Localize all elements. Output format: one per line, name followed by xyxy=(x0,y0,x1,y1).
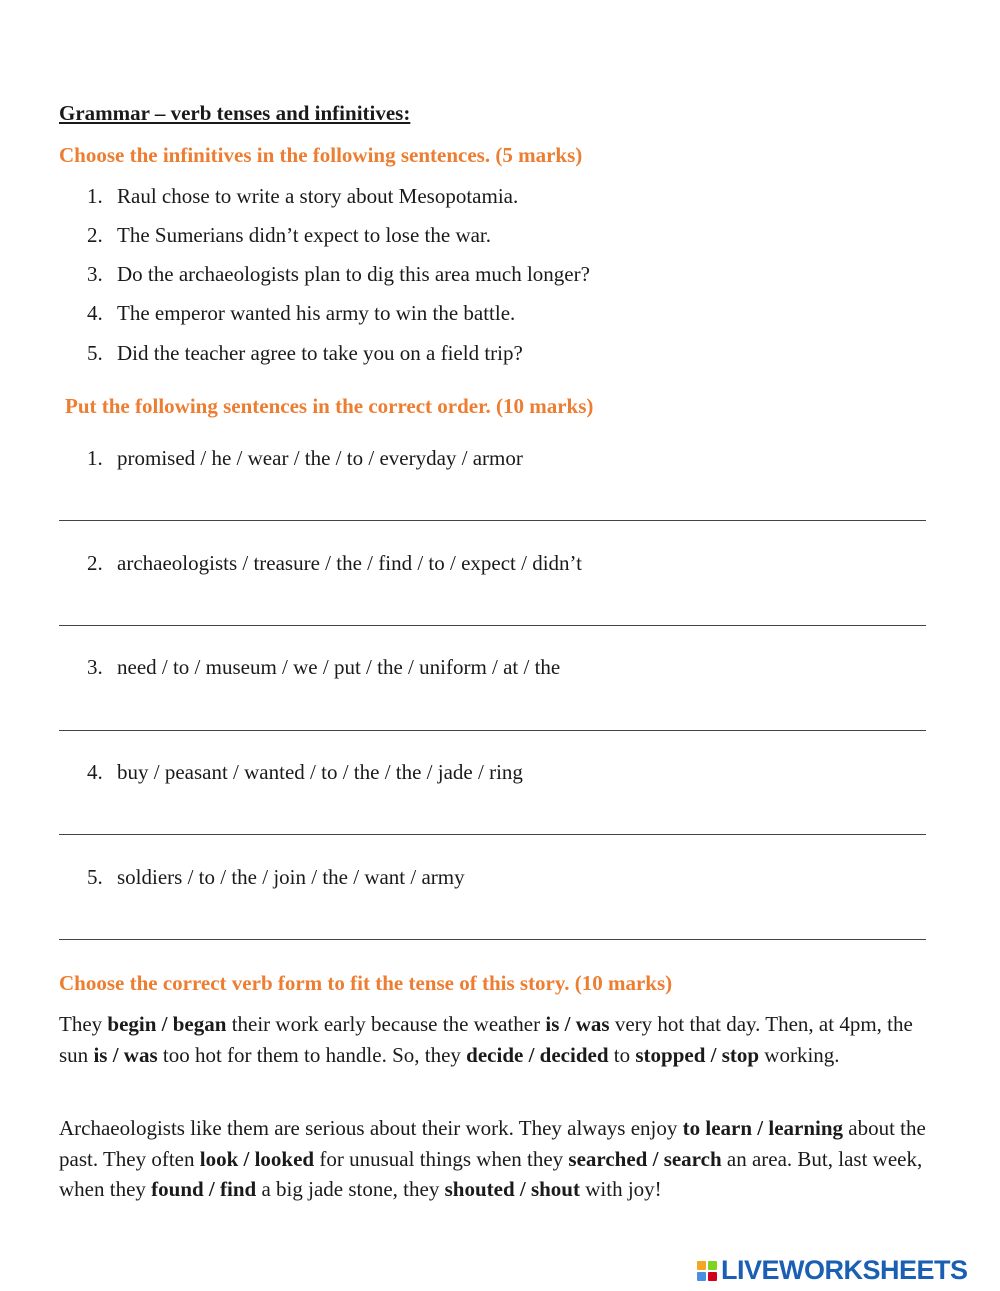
story-text: to xyxy=(608,1042,636,1067)
story-paragraph-1 xyxy=(59,1009,929,1070)
item-number: 1. xyxy=(87,446,103,470)
item-text: Did the teacher agree to take you on a field trip? xyxy=(117,341,523,365)
item-number: 3. xyxy=(87,262,103,286)
verb-choice[interactable]: decide / decided xyxy=(466,1042,609,1067)
item-number: 4. xyxy=(87,760,103,784)
verb-choice[interactable]: found / find xyxy=(151,1177,257,1201)
story-text: an area. But, last week, when they xyxy=(59,1146,923,1201)
list-item xyxy=(87,865,465,890)
story-text: They xyxy=(59,1012,108,1036)
story-text: a big jade stone, they xyxy=(256,1177,445,1201)
item-number: 3. xyxy=(87,655,103,679)
story-text: very hot that day. Then, at 4pm, the sun xyxy=(59,1012,913,1067)
list-item xyxy=(87,223,491,248)
item-number: 2. xyxy=(87,223,103,247)
story-text: their work early because the weather xyxy=(226,1012,546,1036)
answer-line[interactable] xyxy=(59,939,926,940)
item-text: The Sumerians didn’t expect to lose the war. xyxy=(117,223,492,247)
verb-choice[interactable]: look / looked xyxy=(199,1146,315,1171)
list-item xyxy=(87,551,582,576)
verb-choice[interactable]: is / was xyxy=(545,1012,610,1036)
list-item xyxy=(87,446,523,471)
list-item xyxy=(87,301,515,326)
logo-block xyxy=(708,1272,717,1281)
logo-block xyxy=(708,1261,717,1270)
answer-line[interactable] xyxy=(59,730,926,731)
verb-choice[interactable]: is / was xyxy=(93,1042,158,1067)
item-text: need / to / museum / we / put / the / uniform / at / the xyxy=(117,655,561,679)
answer-line[interactable] xyxy=(59,834,926,835)
story-paragraph-2 xyxy=(59,1113,929,1205)
verb-choice[interactable]: searched / search xyxy=(568,1146,722,1171)
section-2-heading: Put the following sentences in the correct order. (10 marks) xyxy=(65,394,594,418)
verb-choice[interactable]: begin / began xyxy=(107,1012,227,1036)
item-text: The emperor wanted his army to win the battle. xyxy=(117,301,516,325)
item-text: soldiers / to / the / join / the / want / army xyxy=(117,865,465,889)
section-1-heading: Choose the infinitives in the following sentences. (5 marks) xyxy=(59,143,583,167)
item-text: Raul chose to write a story about Mesopotamia. xyxy=(117,184,519,208)
logo-blocks-icon xyxy=(697,1261,717,1281)
list-item xyxy=(87,760,523,785)
item-text: promised / he / wear / the / to / everyday / armor xyxy=(117,446,523,470)
liveworksheets-logo xyxy=(697,1255,968,1286)
story-text: Archaeologists like them are serious about their work. They always enjoy xyxy=(59,1116,683,1140)
item-text: Do the archaeologists plan to dig this area much longer? xyxy=(117,262,590,286)
story-text: working. xyxy=(759,1042,840,1067)
list-item xyxy=(87,655,560,680)
logo-text: LIVEWORKSHEETS xyxy=(721,1255,968,1285)
logo-block xyxy=(697,1261,706,1270)
story-text: for unusual things when they xyxy=(314,1146,569,1171)
item-number: 4. xyxy=(87,301,103,325)
item-text: archaeologists / treasure / the / find / to / expect / didn’t xyxy=(117,551,582,575)
logo-block xyxy=(697,1272,706,1281)
list-item xyxy=(87,341,523,366)
list-item xyxy=(87,262,590,287)
page-title: Grammar – verb tenses and infinitives: xyxy=(59,101,411,125)
list-item xyxy=(87,184,518,209)
answer-line[interactable] xyxy=(59,625,926,626)
item-number: 1. xyxy=(87,184,103,208)
story-text: with joy! xyxy=(579,1177,662,1201)
item-number: 2. xyxy=(87,551,103,575)
item-number: 5. xyxy=(87,865,103,889)
answer-line[interactable] xyxy=(59,520,926,521)
verb-choice[interactable]: to learn / learning xyxy=(682,1116,844,1140)
item-number: 5. xyxy=(87,341,103,365)
story-text: too hot for them to handle. So, they xyxy=(157,1042,467,1067)
section-3-heading: Choose the correct verb form to fit the tense of this story. (10 marks) xyxy=(59,971,673,995)
story-text: about the past. They often xyxy=(59,1116,926,1171)
item-text: buy / peasant / wanted / to / the / the / jade / ring xyxy=(117,760,523,784)
verb-choice[interactable]: stopped / stop xyxy=(635,1042,760,1067)
verb-choice[interactable]: shouted / shout xyxy=(444,1177,580,1201)
